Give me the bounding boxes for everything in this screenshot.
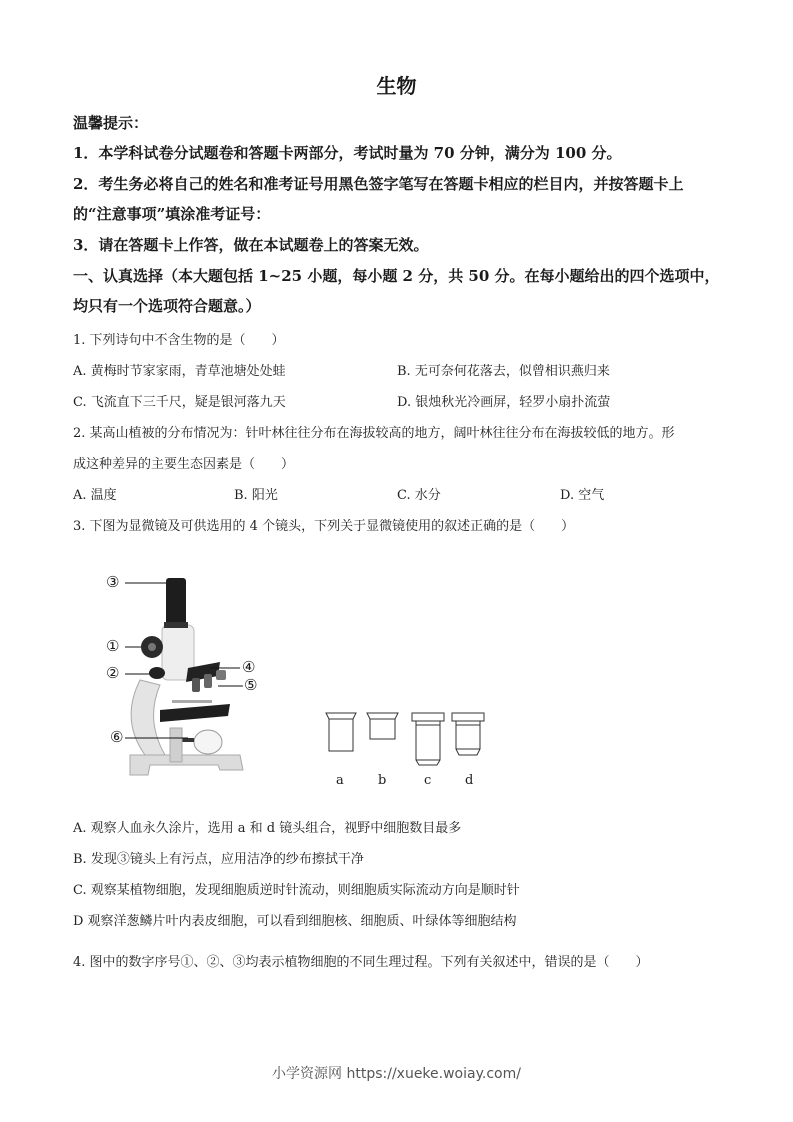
section-heading: 一、认真选择（本大题包括 1~25 小题，每小题 2 分，共 50 分。在每小题给出的四个选项中， [73, 267, 720, 285]
notice-item-2-cont: 的“注意事项”填涂准考证号： [73, 205, 271, 223]
question-4-stem: 4. 图中的数字序号①、②、③均表示植物细胞的不同生理过程。下列有关叙述中，错误的是（ ） [73, 955, 649, 970]
label-6: ⑥ [110, 728, 124, 746]
q3-option-c: C. 观察某植物细胞，发现细胞质逆时针流动，则细胞质实际流动方向是顺时针 [73, 883, 520, 898]
lens-label-b: b [378, 773, 387, 788]
question-2-stem: 2. 某高山植被的分布情况为：针叶林往往分布在海拔较高的地方，阔叶林往往分布在海拔较低的地方。形 [73, 426, 675, 441]
question-2-stem-cont: 成这种差异的主要生态因素是（ ） [73, 457, 295, 472]
label-4: ④ [242, 658, 256, 676]
label-1: ① [106, 637, 120, 655]
lens-label-c: c [424, 773, 432, 788]
notice-item-2: 2．考生务必将自己的姓名和准考证号用黑色签字笔写在答题卡相应的栏目内，并按答题卡上 [73, 175, 684, 193]
notice-heading: 温馨提示： [73, 114, 149, 132]
q2-option-b: B. 阳光 [234, 488, 278, 503]
lens-icons [320, 705, 500, 775]
notice-item-1: 1．本学科试卷分试题卷和答题卡两部分，考试时量为 70 分钟，满分为 100 分。 [73, 144, 622, 162]
q2-option-c: C. 水分 [397, 488, 441, 503]
question-1-stem: 1. 下列诗句中不含生物的是（ ） [73, 333, 285, 348]
label-5: ⑤ [244, 676, 258, 694]
q3-option-a: A. 观察人血永久涂片，选用 a 和 d 镜头组合，视野中细胞数目最多 [73, 821, 462, 836]
footer-watermark: 小学资源网 https://xueke.woiay.com/ [272, 1066, 521, 1082]
lenses-figure [320, 705, 500, 790]
q1-option-d: D. 银烛秋光冷画屏，轻罗小扇扑流萤 [397, 395, 611, 410]
label-2: ② [106, 664, 120, 682]
section-heading-cont: 均只有一个选项符合题意。） [73, 297, 261, 315]
q2-option-d: D. 空气 [560, 488, 605, 503]
q2-option-a: A. 温度 [73, 488, 117, 503]
microscope-figure [100, 570, 270, 785]
lens-label-a: a [336, 773, 344, 788]
q1-option-b: B. 无可奈何花落去，似曾相识燕归来 [397, 364, 610, 379]
q3-option-d: D 观察洋葱鳞片叶内表皮细胞，可以看到细胞核、细胞质、叶绿体等细胞结构 [73, 914, 517, 929]
page-title: 生物 [376, 74, 417, 98]
q1-option-c: C. 飞流直下三千尺，疑是银河落九天 [73, 395, 286, 410]
label-3: ③ [106, 573, 120, 591]
notice-item-3: 3．请在答题卡上作答，做在本试题卷上的答案无效。 [73, 236, 429, 254]
question-3-stem: 3. 下图为显微镜及可供选用的 4 个镜头，下列关于显微镜使用的叙述正确的是（ ） [73, 519, 575, 534]
q1-option-a: A. 黄梅时节家家雨，青草池塘处处蛙 [73, 364, 286, 379]
q3-option-b: B. 发现③镜头上有污点，应用洁净的纱布擦拭干净 [73, 852, 364, 867]
lens-label-d: d [465, 773, 474, 788]
